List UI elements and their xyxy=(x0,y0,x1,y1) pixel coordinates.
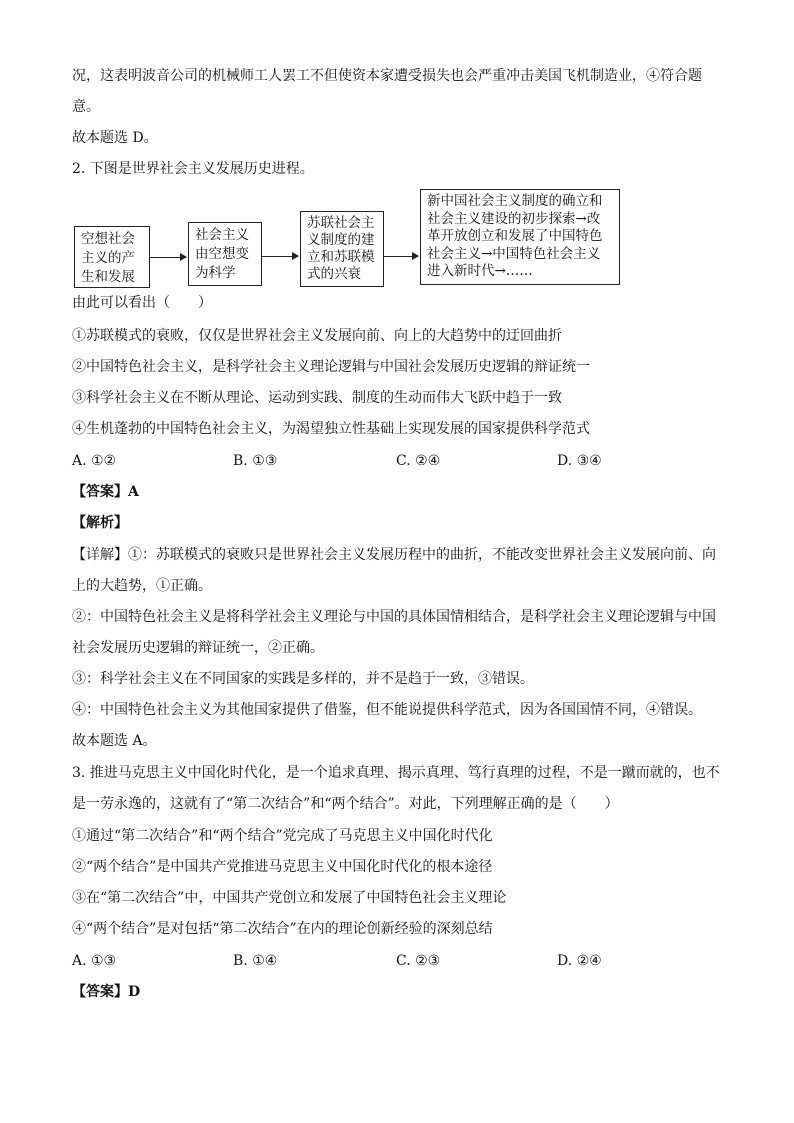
flow-box-text: 为科学 xyxy=(195,265,236,281)
flow-arrow-1 xyxy=(150,257,186,258)
flow-box-text: 生和发展 xyxy=(81,269,135,285)
flow-arrow-2 xyxy=(262,256,298,257)
answer: 【答案】A xyxy=(72,484,139,500)
flow-arrow-3 xyxy=(384,256,418,257)
flow-box-text: 义制度的建 xyxy=(307,232,375,248)
flow-box-4 xyxy=(420,189,620,285)
flow-box-text: 立和苏联模 xyxy=(307,249,375,265)
option-d: D. ③④ xyxy=(557,453,602,469)
option-a: A. ①③ xyxy=(72,953,117,969)
text-line: 况，这表明波音公司的机械师工人罢工不但使资本家遭受损失也会严重冲击美国飞机制造业，④符合题 xyxy=(72,68,702,84)
flow-box-text: 新中国社会主义制度的确立和 xyxy=(427,193,603,209)
statement: ②中国特色社会主义，是科学社会主义理论逻辑与中国社会发展历史逻辑的辩证统一 xyxy=(72,359,590,375)
question-stem: 是一劳永逸的，这就有了“第二次结合”和“两个结合”。对此，下列理解正确的是（ ） xyxy=(72,796,619,812)
flow-box-text: 主义的产 xyxy=(81,250,135,266)
question-lead: 由此可以看出（ ） xyxy=(72,295,212,311)
flow-box-text: 社会主义 xyxy=(195,227,249,243)
flow-box-text: 进入新时代→…… xyxy=(427,263,533,279)
statement: ③在“第二次结合”中，中国共产党创立和发展了中国特色社会主义理论 xyxy=(72,890,507,906)
flow-box-text: 社会主义→中国特色社会主义 xyxy=(427,245,601,262)
statement: ②“两个结合”是中国共产党推进马克思主义中国化时代化的根本途径 xyxy=(72,859,493,875)
statement: ④“两个结合”是对包括“第二次结合”在内的理论创新经验的深刻总结 xyxy=(72,921,493,937)
option-b: B. ①③ xyxy=(233,453,278,469)
flow-box-text: 社会主义建设的初步探索→改 xyxy=(427,210,601,227)
option-c: C. ②③ xyxy=(396,953,441,969)
flow-box-1 xyxy=(74,226,150,288)
statement: ①通过“第二次结合”和“两个结合”党完成了马克思主义中国化时代化 xyxy=(72,828,493,844)
flow-box-text: 空想社会 xyxy=(81,231,135,247)
flow-box-text: 由空想变 xyxy=(195,246,249,262)
explain-line: 【详解】①：苏联模式的衰败只是世界社会主义发展历程中的曲折，不能改变世界社会主义发展向前、向 xyxy=(72,547,716,563)
question-stem: 3. 推进马克思主义中国化时代化，是一个追求真理、揭示真理、笃行真理的过程，不是一蹴而就的，也不 xyxy=(72,765,720,781)
flow-box-text: 苏联社会主 xyxy=(307,215,375,231)
answer: 【答案】D xyxy=(72,984,141,1000)
option-a: A. ①② xyxy=(72,453,117,469)
statement: ③科学社会主义在不断从理论、运动到实践、制度的生动而伟大飞跃中趋于一致 xyxy=(72,390,562,406)
explain-line: 故本题选 A。 xyxy=(72,733,157,749)
option-c: C. ②④ xyxy=(396,453,441,469)
explain-line: 社会发展历史逻辑的辩证统一，②正确。 xyxy=(72,640,324,656)
flow-box-text: 革开放创立和发展了中国特色 xyxy=(427,228,603,244)
explain-line: ④：中国特色社会主义为其他国家提供了借鉴，但不能说提供科学范式，因为各国国情不同，④错误。 xyxy=(72,702,702,718)
text-line: 故本题选 D。 xyxy=(72,130,158,146)
question-stem: 2. 下图是世界社会主义发展历史进程。 xyxy=(72,161,314,177)
option-b: B. ①④ xyxy=(233,953,278,969)
statement: ④生机蓬勃的中国特色社会主义，为渴望独立性基础上实现发展的国家提供科学范式 xyxy=(72,421,590,437)
statement: ①苏联模式的衰败，仅仅是世界社会主义发展向前、向上的大趋势中的迂回曲折 xyxy=(72,328,562,344)
flow-box-2 xyxy=(188,222,262,286)
analysis-label: 【解析】 xyxy=(72,515,128,531)
explain-line: ②：中国特色社会主义是将科学社会主义理论与中国的具体国情相结合，是科学社会主义理论逻辑与中国 xyxy=(72,609,716,625)
flow-box-text: 式的兴衰 xyxy=(307,266,361,282)
explain-line: ③：科学社会主义在不同国家的实践是多样的，并不是趋于一致，③错误。 xyxy=(72,671,534,687)
explain-line: 上的大趋势，①正确。 xyxy=(72,578,212,594)
flow-box-3 xyxy=(300,211,384,287)
text-line: 意。 xyxy=(72,99,100,115)
option-d: D. ②④ xyxy=(557,953,602,969)
